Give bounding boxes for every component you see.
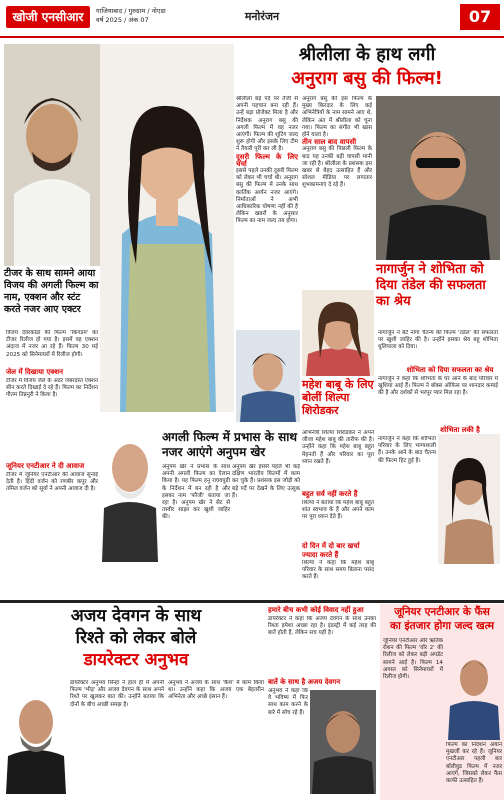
edition-line: गाजियाबाद / गुरुग्राम / नोएडा bbox=[96, 7, 166, 15]
ntr-body: जूनियर एनटीआर और ऋतिक रोशन की फिल्म 'वॉर 2' की रिलीज को लेकर बड़ी अपडेट सामने आई है। फिल्म 14 अगस्त को सिनेमाघरों में रिलीज होगी। bbox=[383, 638, 443, 681]
section-title: मनोरंजन bbox=[244, 10, 280, 23]
sobhita-photo bbox=[438, 434, 500, 564]
ajay-body2: अनुभव ने अजय के साथ 'कैश' में काम किया था। उन्होंने कहा कि अजय एक बेहतरीन अभिनेता और अच्छे इंसान हैं। bbox=[168, 680, 264, 701]
lead-col2-subhead: तीन साल बाद वापसी bbox=[302, 138, 357, 147]
nagarjuna-body3: नागार्जुन ने कहा कि शोभिता परिवार के लिए भाग्यशाली हैं। उनके आने के बाद चैतन्य की फिल्म हिट हुई है। bbox=[378, 436, 436, 464]
teaser-body2: टीजर में विजय जेल के अंदर जबरदस्त एक्शन सीन करते दिखाई दे रहे हैं। फिल्म का निर्देशन गौतम तिन्ननुरी ने किया है। bbox=[6, 378, 98, 399]
lead-headline-line1: श्रीलीला के हाथ लगी bbox=[298, 44, 436, 65]
ntr-headline-line1: जूनियर एनटीआर के फैंस bbox=[394, 606, 490, 618]
mahesh-photo bbox=[236, 330, 300, 422]
lead-col2b-text: अनुराग बसु की पिछली फिल्म के बाद यह उनकी बड़ी वापसी मानी जा रही है। श्रीलीला के प्रशंसक इस खबर से बेहद उत्साहित हैं और सोशल मीडिया पर लगातार शुभकामनाएं दे रहे हैं। bbox=[302, 146, 372, 189]
teaser-subhead1: जेल में दिखाया एक्शन bbox=[6, 368, 63, 376]
nagarjuna-photo bbox=[376, 96, 500, 260]
nagarjuna-body: नागार्जुन ने बेटे नागा चैतन्य की फिल्म 'तंडेल' की सफलता पर खुशी जाहिर की है। उन्होंने इसका श्रेय बहू शोभिता धुलिपाला को दिया। bbox=[378, 330, 498, 351]
anupam-body: अनुपम खेर ने प्रभास के साथ अपनी अगली फिल्म का ऐलान किया है। यह फिल्म हनु राघवपुडी के निर्देशन में बन रही है और इसका नाम 'फौजी' बताया जा रहा है। अनुपम खेर ने सेट से तस्वीर साझा कर खुशी जाहिर की। bbox=[162, 464, 230, 521]
sreeleela-photo bbox=[100, 44, 234, 412]
ajay-headline-line2: रिश्ते को लेकर बोले bbox=[75, 628, 197, 648]
mahesh-headline: महेश बाबू के लिए बोलीं शिल्पा शिरोडकर bbox=[302, 378, 374, 417]
teaser-body3: टीजर में जूनियर एनटीआर की आवाज सुनाई देती है। हिंदी वर्जन को रणबीर कपूर और तमिल वर्जन को सूर्या ने अपनी आवाज दी है। bbox=[6, 472, 98, 493]
mahesh-subhead2: दो दिन में दो बार खर्चा ज्यादा करते हैं bbox=[302, 542, 360, 559]
ajay-devgn-photo bbox=[310, 690, 376, 794]
ajay-mid-subhead2: बातें के साथ है अजय देवगन bbox=[268, 678, 341, 686]
shilpa-photo bbox=[302, 290, 374, 376]
ajay-body: डायरेक्टर अनुभव सिन्हा ने हाल ही में अपनी फिल्म 'भीड़' और अजय देवगन के साथ अपने रिश्ते पर खुलकर बात की। उन्होंने बताया कि दोनों के बीच अच्छी समझ है। bbox=[70, 680, 164, 708]
ajay-mid-body: डायरेक्टर ने कहा कि अजय देवगन के साथ उनका रिश्ता हमेशा अच्छा रहा है। इंडस्ट्री में कई तरह की बातें होती हैं, लेकिन सच यही है। bbox=[268, 616, 376, 637]
ajay-headline-line3: डायरेक्टर अनुभव bbox=[83, 650, 189, 670]
vijay-photo bbox=[4, 44, 100, 266]
nagarjuna-body2: नागार्जुन ने कहा कि शोभिता के घर आने के बाद परिवार में खुशियां आई हैं। फिल्म ने बॉक्स ऑफिस पर शानदार कमाई की है और दर्शकों से भरपूर प्यार मिल रहा है। bbox=[378, 376, 498, 397]
ntr-body2: फिल्म का निर्देशन अयान मुखर्जी कर रहे हैं। जूनियर एनटीआर पहली बार बॉलीवुड फिल्म में नजर आएंगे, जिसको लेकर फैंस काफी उत्साहित हैं। bbox=[446, 742, 502, 785]
teaser-body: विजय देवरकोंडा की फिल्म 'किंगडम' का टीजर रिलीज हो गया है। इसमें वह एक्शन अंदाज में नजर आ रहे हैं। फिल्म 30 मई 2025 को सिनेमाघरों में रिलीज होगी। bbox=[6, 330, 98, 358]
mahesh-body2: शिल्पा ने बताया कि महेश बाबू बहुत शांत स्वभाव के हैं और अपने काम पर पूरा ध्यान देते हैं। bbox=[302, 500, 374, 521]
anubhav-photo bbox=[4, 678, 68, 794]
anupam-photo bbox=[100, 412, 160, 562]
ajay-mid-body2: अनुभव ने कहा कि वे भविष्य में फिर साथ काम करने के बारे में सोच रहे हैं। bbox=[268, 688, 308, 716]
nagarjuna-subhead: शोभिता को दिया सफलता का श्रेय bbox=[406, 366, 494, 374]
nagarjuna-headline: नागार्जुन ने शोभिता को दिया तंडेल की सफलता का श्रेय bbox=[376, 262, 486, 309]
lead-headline-line2: अनुराग बसु की फिल्म! bbox=[291, 68, 443, 89]
ntr-headline-line2: का इंतजार होगा जल्द खत्म bbox=[390, 620, 494, 632]
page-number: 07 bbox=[460, 4, 500, 30]
nagarjuna-subhead2: शोभिता लकी है bbox=[440, 426, 480, 434]
teaser-headline: टीजर के साथ सामने आया विजय की अगली फिल्म का नाम, एक्शन और स्टंट करते नजर आए एक्टर bbox=[4, 268, 99, 315]
ajay-headline-line1: अजय देवगन के साथ bbox=[70, 606, 202, 626]
ntr-photo bbox=[446, 640, 502, 740]
mahesh-subhead: बहुत सर्व नहीं करते हैं bbox=[302, 490, 358, 498]
lead-col2-text: अनुराग बसु की इस फिल्म के मुख्य किरदार के लिए कई अभिनेत्रियों के नाम सामने आए थे, लेकिन अंत में श्रीलीला को चुना गया। फिल्म का संगीत भी खास होने वाला है। bbox=[302, 96, 372, 139]
ajay-mid-subhead: हमारे बीच कभी कोई विवाद नहीं हुआ bbox=[268, 606, 364, 614]
mahesh-body3: शिल्पा ने कहा कि महेश बाबू परिवार के साथ समय बिताना पसंद करते हैं। bbox=[302, 560, 374, 581]
lead-col1-subhead: दूसरी फिल्म के लिए चर्चा bbox=[236, 152, 298, 168]
lead-story-col2 bbox=[302, 96, 372, 286]
newspaper-logo: खोजी एनसीआर bbox=[6, 6, 90, 28]
mahesh-body: अभिनेत्री शिल्पा शिरोडकर ने अपने जीजा महेश बाबू की तारीफ की है। उन्होंने कहा कि महेश बाबू बहुत मेहनती हैं और परिवार का पूरा ध्यान रखते हैं। bbox=[302, 430, 374, 465]
teaser-subhead2: जूनियर एनटीआर ने दी आवाज bbox=[6, 462, 85, 470]
anupam-headline: अगली फिल्म में प्रभास के साथ नजर आएंगे अनुपम खेर bbox=[162, 430, 297, 459]
edition-line: वर्ष 2025 / अंक 07 bbox=[96, 16, 149, 24]
lead-col1b-text: इससे पहले उनकी दूसरी फिल्म को लेकर भी चर्चा थी। अनुराग बसु की फिल्म में उनके साथ कार्तिक आर्यन नजर आएंगे। निर्माताओं ने अभी आधिकारिक घोषणा नहीं की है लेकिन खबरों के अनुसार फिल्म का नाम जल्द तय होगा। bbox=[236, 168, 298, 225]
anupam-body2: अनुपम खेर इससे पहले भी कई दक्षिण भारतीय फिल्मों में काम कर चुके हैं। प्रशंसक इस जोड़ी को बड़े पर्दे पर देखने के लिए उत्सुक हैं। bbox=[232, 464, 300, 499]
lead-col1-text: श्रीलीला बड़े पर्दे पर तेजी से अपनी पहचान बना रही हैं। उन्हें बड़ा प्रोजेक्ट मिला है और निर्देशक अनुराग बसु की अगली फिल्म में वह नजर आएंगी। फिल्म की शूटिंग जल्द शुरू होगी और इसके लिए टीम ने तैयारी पूरी कर ली है। bbox=[236, 96, 298, 153]
